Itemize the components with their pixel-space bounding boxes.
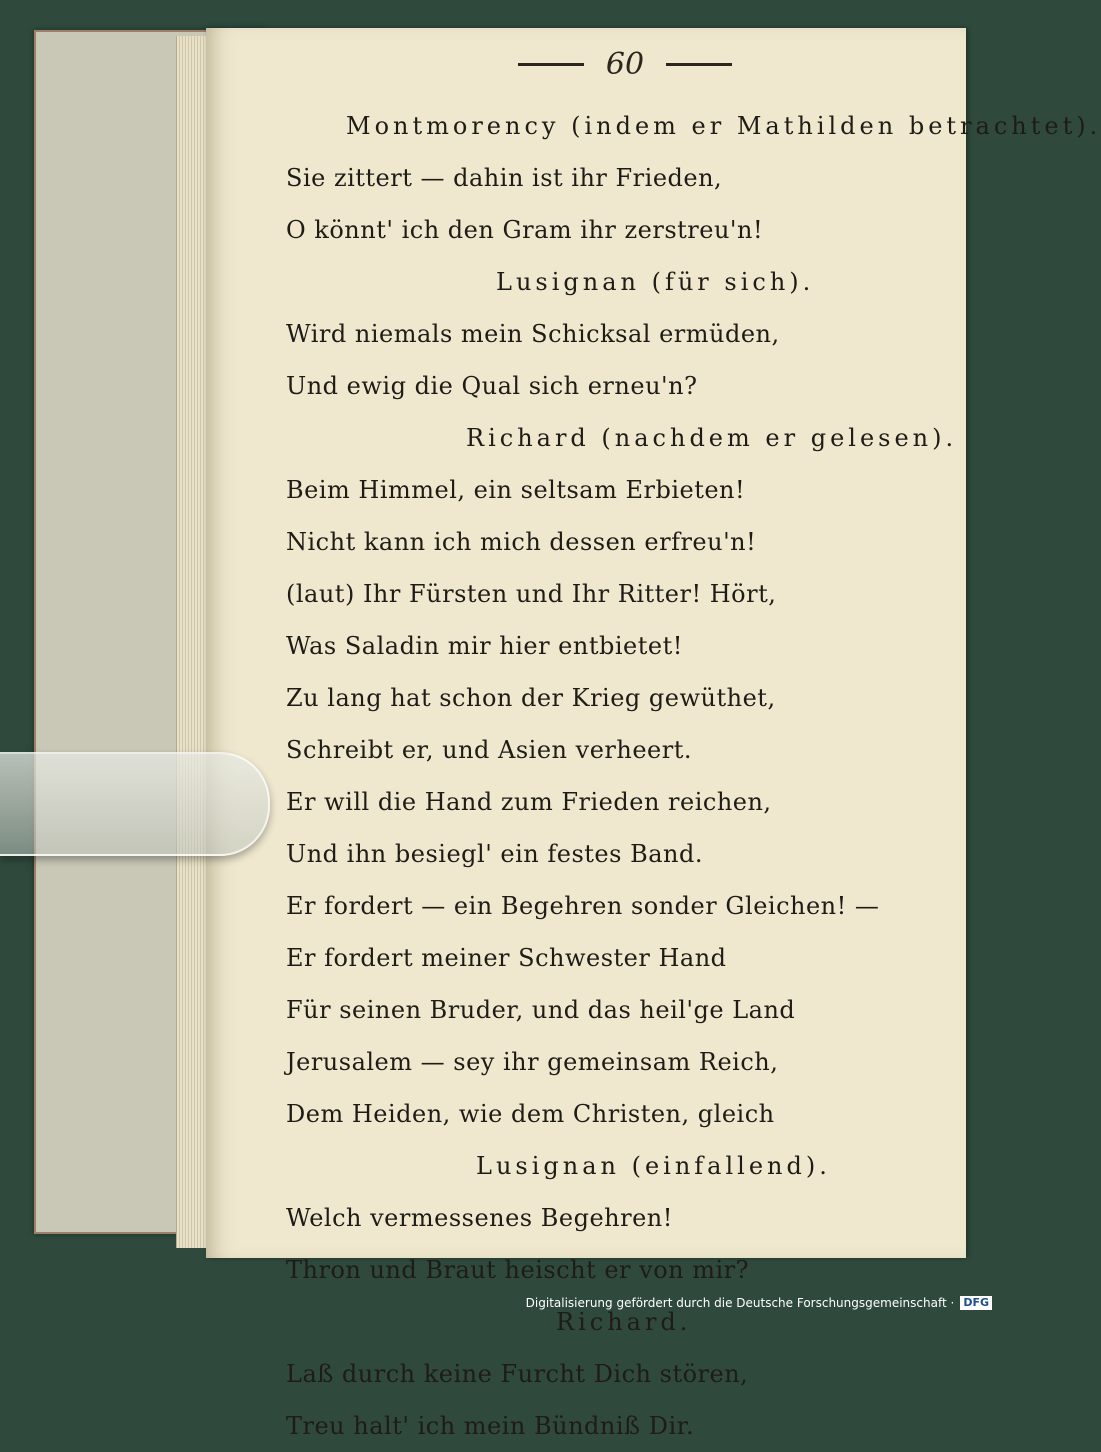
- verse-line: (laut) Ihr Fürsten und Ihr Ritter! Hört,: [286, 580, 777, 608]
- footer-text: Digitalisierung gefördert durch die Deutsche Forschungsgemeinschaft ·: [525, 1296, 955, 1310]
- verse-line: Für seinen Bruder, und das heil'ge Land: [286, 996, 796, 1024]
- verse-line: Dem Heiden, wie dem Christen, gleich: [286, 1100, 775, 1128]
- verse-line: Er will die Hand zum Frieden reichen,: [286, 788, 772, 816]
- verse-line: Er fordert — ein Begehren sonder Gleichen! —: [286, 892, 880, 920]
- verse-line: Was Saladin mir hier entbietet!: [286, 632, 683, 660]
- speaker-line: Lusignan (einfallend).: [476, 1152, 831, 1180]
- verse-line: Er fordert meiner Schwester Hand: [286, 944, 727, 972]
- page-header: [510, 44, 740, 84]
- verse-line: Und ewig die Qual sich erneu'n?: [286, 372, 698, 400]
- speaker-line: Richard (nachdem er gelesen).: [466, 424, 958, 452]
- verse-line: Nicht kann ich mich dessen erfreu'n!: [286, 528, 757, 556]
- speaker-line: Montmorency (indem er Mathilden betrachtet).: [346, 112, 1101, 140]
- speaker-line: Lusignan (für sich).: [496, 268, 815, 296]
- verse-line: Jerusalem — sey ihr gemeinsam Reich,: [286, 1048, 779, 1076]
- glass-page-holder: [0, 752, 270, 856]
- page-number: 60: [605, 46, 645, 82]
- verse-line: Thron und Braut heischt er von mir?: [286, 1256, 750, 1284]
- verse-line: Zu lang hat schon der Krieg gewüthet,: [286, 684, 776, 712]
- verse-line: Beim Himmel, ein seltsam Erbieten!: [286, 476, 746, 504]
- verse-line: Treu halt' ich mein Bündniß Dir.: [286, 1412, 695, 1440]
- footer-credit: [526, 1294, 992, 1312]
- verse-line: O könnt' ich den Gram ihr zerstreu'n!: [286, 216, 764, 244]
- verse-line: Welch vermessenes Begehren!: [286, 1204, 673, 1232]
- header-rule-right: [666, 63, 732, 66]
- verse-line: Sie zittert — dahin ist ihr Frieden,: [286, 164, 723, 192]
- verse-line: Wird niemals mein Schicksal ermüden,: [286, 320, 780, 348]
- dfg-logo: DFG: [960, 1296, 992, 1310]
- header-rule-left: [518, 63, 584, 66]
- speaker-line: Richard.: [556, 1308, 692, 1336]
- verse-line: Und ihn besiegl' ein festes Band.: [286, 840, 703, 868]
- verse-line: Schreibt er, und Asien verheert.: [286, 736, 692, 764]
- verse-line: Laß durch keine Furcht Dich stören,: [286, 1360, 749, 1388]
